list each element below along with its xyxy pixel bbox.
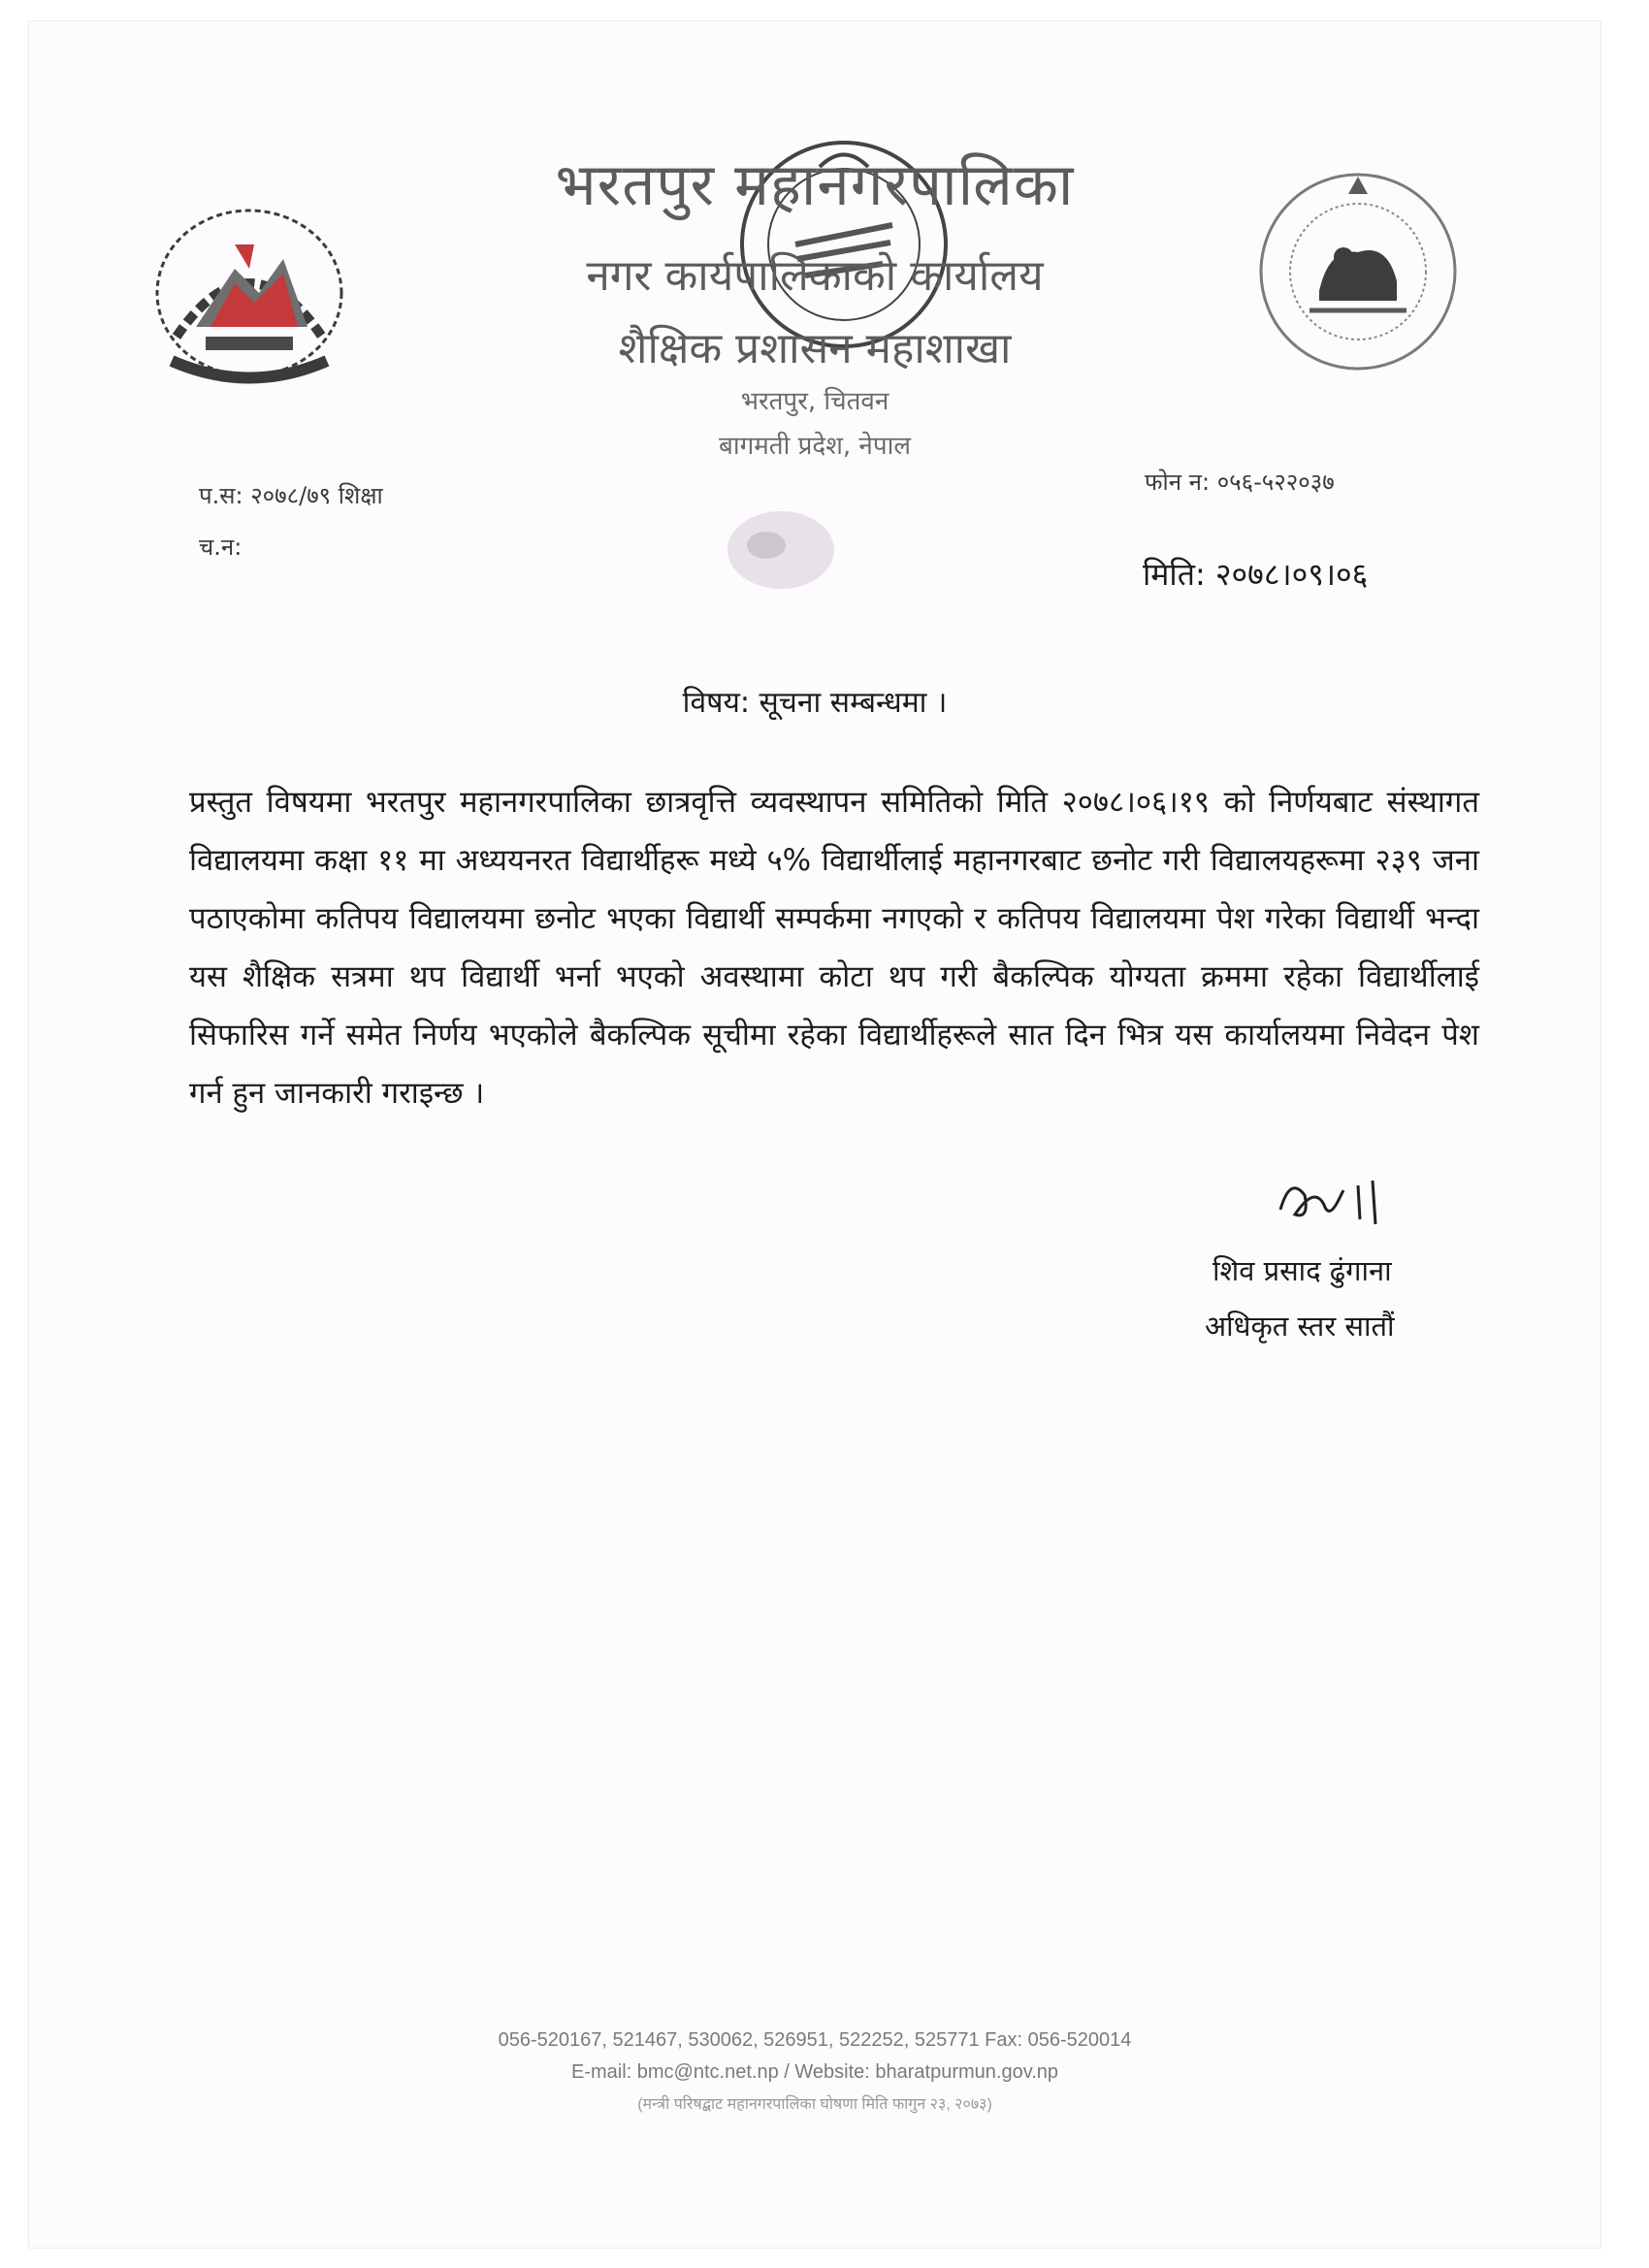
subject-line: विषय: सूचना सम्बन्धमा । (682, 686, 948, 720)
signatory-designation: अधिकृत स्तर सातौं (1205, 1310, 1395, 1343)
reference-number: प.स: २०७८/७९ शिक्षा (199, 482, 383, 509)
signature-icon (1271, 1166, 1397, 1234)
signatory-name: शिव प्रसाद ढुंगाना (1212, 1254, 1392, 1287)
address-province: बागमती प्रदेश, नेपाल (719, 432, 911, 461)
footer-contact: E-mail: bmc@ntc.net.np / Website: bharatpurmun.gov.np (570, 2061, 1059, 2083)
phone-number: फोन न: ०५६-५२२०३७ (1145, 469, 1335, 496)
letter-date: मिति: २०७८।०९।०६ (1143, 556, 1369, 593)
office-name: नगर कार्यपालिकाको कार्यालय (586, 251, 1044, 301)
letter-body: प्रस्तुत विषयमा भरतपुर महानगरपालिका छात्रवृत्ति व्यवस्थापन समितिको मिति २०७८।०६।१९ को निर्णयबाट संस्थागत विद्यालयमा कक्षा ११ मा अध्ययनरत विद्यार्थीहरू मध्ये ५% विद्यार्थीलाई महानगरबाट छनोट गरी विद्यालयहरूमा २३९ जना पठाएकोमा कतिपय विद्यालयमा छनोट भएका विद्यार्थी सम्पर्कमा नगएको र कतिपय विद्यालयमा पेश गरेका विद्यार्थी भन्दा यस शैक्षिक सत्रमा थप विद्यार्थी भर्ना भएको अवस्थामा कोटा थप गरी बैकल्पिक योग्यता क्रममा रहेका विद्यार्थीलाई सिफारिस गर्ने समेत निर्णय भएकोले बैकल्पिक सूचीमा रहेका विद्यार्थीहरूले सात दिन भित्र यस कार्यालयमा निवेदन पेश गर्न हुन जानकारी गराइन्छ । (189, 785, 1479, 1111)
footer-note: (मन्त्री परिषद्बाट महानगरपालिका घोषणा मिति फागुन २३, २०७३) (637, 2096, 992, 2113)
org-name: भरतपुर महानगरपालिका (555, 151, 1075, 219)
address-city: भरतपुर, चितवन (740, 387, 889, 416)
footer-phones: 056-520167, 521467, 530062, 526951, 522252, 525771 Fax: 056-520014 (498, 2029, 1132, 2051)
letter-page (29, 21, 1600, 2248)
dispatch-number: च.न: (199, 534, 242, 561)
division-name: शैक्षिक प्रशासन महाशाखा (618, 324, 1012, 373)
ink-smudge (708, 497, 854, 603)
